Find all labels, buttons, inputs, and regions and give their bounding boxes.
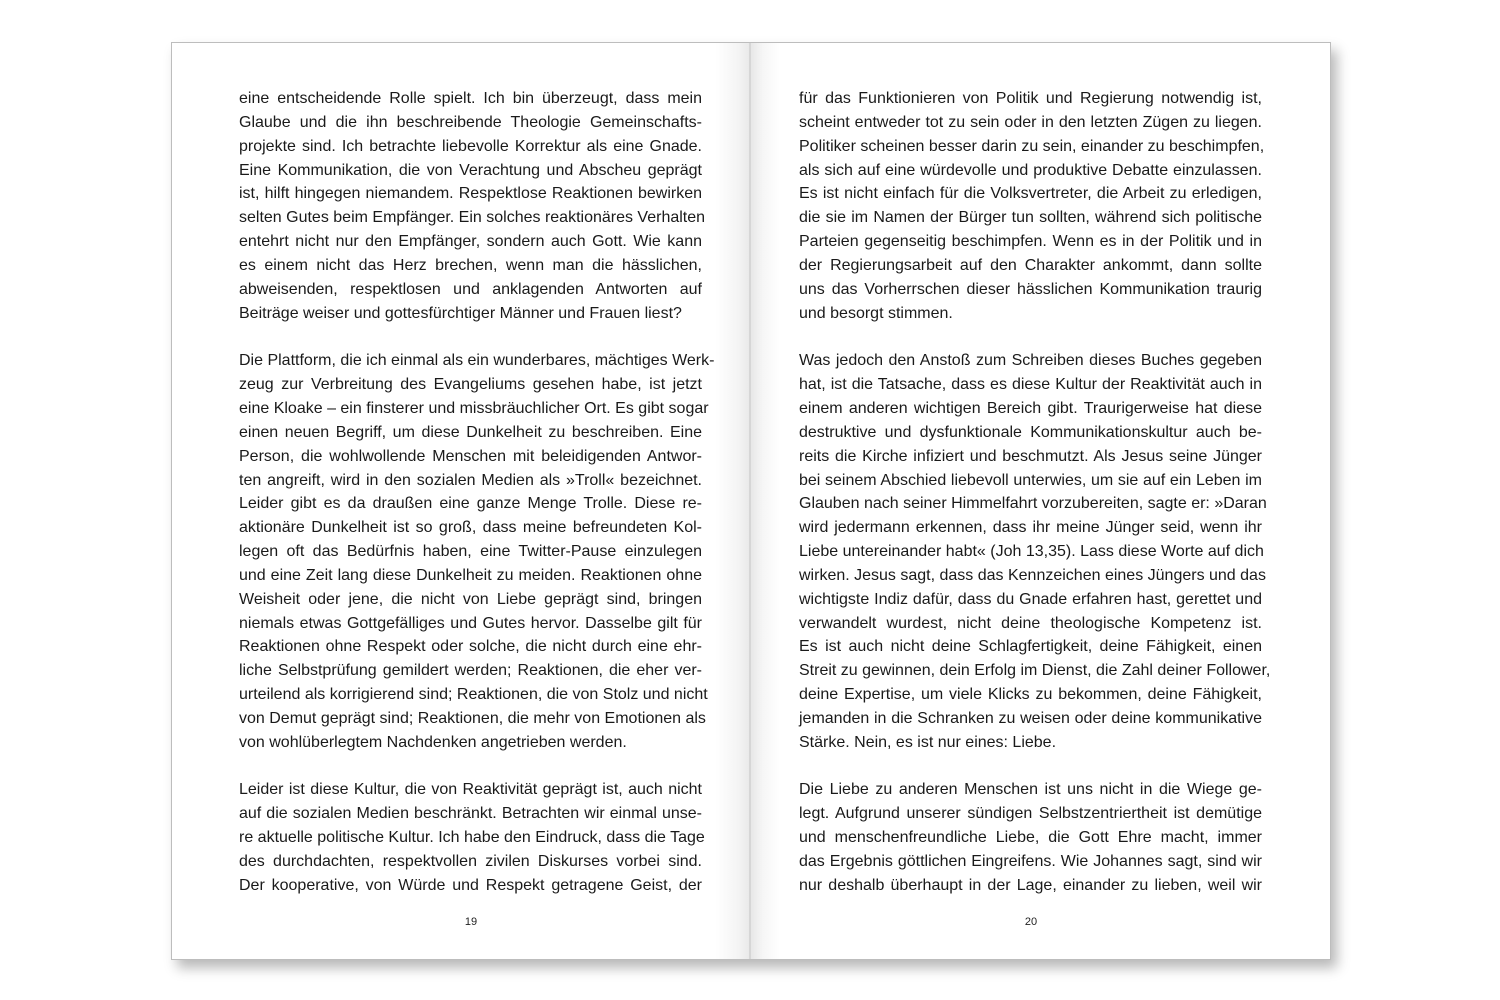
text-line: projekte sind. Ich betrachte liebevolle Korrektur als eine Gnade.	[239, 137, 702, 155]
text-line: destruktive und dysfunktionale Kommunikationskultur auch be-	[799, 423, 1262, 441]
paragraph-gap	[799, 755, 1262, 779]
text-line: hat, ist die Tatsache, dass es diese Kultur der Reaktivität auch in	[799, 376, 1262, 394]
right-page-number: 20	[1024, 916, 1038, 928]
text-line: entehrt nicht nur den Empfänger, sondern auch Gott. Wie kann	[239, 233, 702, 251]
text-line: Reaktionen ohne Respekt oder solche, die nicht durch eine ehr-	[239, 638, 702, 656]
text-line: legt. Aufgrund unserer sündigen Selbstzentriertheit ist demütige	[799, 805, 1262, 823]
text-line: Liebe untereinander habt« (Joh 13,35). Lass diese Worte auf dich	[799, 543, 1264, 561]
text-line: es einem nicht das Herz brechen, wenn man die hässlichen,	[239, 256, 702, 274]
text-line: zeug zur Verbreitung des Evangeliums gesehen habe, ist jetzt	[239, 376, 702, 394]
text-line: verwandelt wurdest, nicht deine theologische Kompetenz ist.	[799, 614, 1262, 632]
text-line: niemals etwas Gottgefälliges und Gutes hervor. Dasselbe gilt für	[239, 614, 702, 632]
text-line: Leider gibt es da draußen eine ganze Menge Trolle. Diese re-	[239, 495, 702, 513]
text-line: Die Plattform, die ich einmal als ein wunderbares, mächtiges Werk-	[239, 352, 715, 370]
text-line: Stärke. Nein, es ist nur eines: Liebe.	[799, 733, 1057, 751]
text-line: ist, hilft hingegen niemandem. Respektlose Reaktionen bewirken	[239, 185, 702, 203]
text-line: das Ergebnis göttlichen Eingreifens. Wie Johannes sagt, sind wir	[799, 853, 1262, 870]
text-line: Person, die wohlwollende Menschen mit beleidigenden Antwor-	[239, 447, 702, 465]
paragraph-gap	[239, 755, 702, 779]
text-line: legen oft das Bedürfnis haben, eine Twitter-Pause einzulegen	[239, 543, 702, 561]
text-line: für das Funktionieren von Politik und Regierung notwendig ist,	[799, 90, 1262, 107]
text-line: Parteien gegenseitig beschimpfen. Wenn es in der Politik und in	[799, 233, 1262, 251]
paragraph	[239, 87, 706, 325]
paragraph-gap	[799, 325, 1262, 349]
text-line: jemanden in die Schranken zu weisen oder deine kommunikative	[799, 709, 1262, 727]
text-line: und eine Zeit lang diese Dunkelheit zu meiden. Reaktionen ohne	[239, 566, 702, 584]
right-page-body	[799, 87, 1271, 898]
text-line: abweisenden, respektlosen und anklagenden Antworten auf	[239, 280, 702, 298]
left-page	[172, 43, 750, 959]
text-line: von Demut geprägt sind; Reaktionen, die mehr von Emotionen als	[239, 709, 706, 727]
text-line: Weisheit oder jene, die nicht von Liebe geprägt sind, bringen	[239, 590, 702, 608]
right-page	[751, 43, 1330, 959]
paragraph-gap	[239, 325, 702, 349]
text-line: Es ist nicht einfach für die Volksvertreter, die Arbeit zu erledigen,	[799, 185, 1262, 203]
text-line: liche Selbstprüfung gemildert werden; Reaktionen, die eher ver-	[239, 662, 702, 680]
text-line: re aktuelle politische Kultur. Ich habe den Eindruck, dass die Tage	[239, 829, 705, 847]
text-line: nur deshalb überhaupt in der Lage, einander zu lieben, weil wir	[799, 876, 1262, 894]
text-line: die sie im Namen der Bürger tun sollten, während sich politische	[799, 209, 1262, 227]
text-line: Beiträge weiser und gottesfürchtiger Männer und Frauen liest?	[239, 304, 682, 322]
left-page-body	[239, 87, 715, 898]
text-line: urteilend als korrigierend sind; Reaktionen, die von Stolz und nicht	[239, 686, 708, 704]
paragraph	[239, 349, 715, 754]
paragraph	[239, 778, 705, 897]
paragraph	[799, 778, 1262, 897]
paragraph	[799, 349, 1271, 754]
book-spread	[171, 42, 1331, 960]
text-line: Politiker scheinen besser darin zu sein, einander zu beschimpfen,	[799, 137, 1265, 155]
text-line: aktionäre Dunkelheit ist so groß, dass meine befreundeten Kol-	[239, 519, 702, 537]
text-line: eine entscheidende Rolle spielt. Ich bin überzeugt, dass mein	[239, 90, 702, 107]
text-line: einen neuen Begriff, um diese Dunkelheit zu beschreiben. Eine	[239, 423, 702, 441]
text-line: Es ist auch nicht deine Schlagfertigkeit, deine Fähigkeit, einen	[799, 638, 1262, 656]
text-line: scheint entweder tot zu sein oder in den letzten Zügen zu liegen.	[799, 113, 1262, 131]
text-line: wird jedermann erkennen, dass ihr meine Jünger seid, wenn ihr	[799, 519, 1262, 537]
text-line: der Regierungsarbeit auf den Charakter ankommt, dann sollte	[799, 256, 1262, 274]
text-line: Was jedoch den Anstoß zum Schreiben dieses Buches gegeben	[799, 352, 1262, 370]
text-line: auf die sozialen Medien beschränkt. Betrachten wir einmal unse-	[239, 805, 702, 823]
paragraph	[799, 87, 1265, 325]
text-line: deine Expertise, um viele Klicks zu bekommen, deine Fähigkeit,	[799, 686, 1262, 704]
text-line: als sich auf eine würdevolle und produktive Debatte einzulassen.	[799, 161, 1262, 179]
text-line: Leider ist diese Kultur, die von Reaktivität geprägt ist, auch nicht	[239, 781, 702, 799]
text-line: reits die Kirche infiziert und beschmutzt. Als Jesus seine Jünger	[799, 447, 1262, 465]
text-line: Glauben nach seiner Himmelfahrt vorzubereiten, sagte er: »Daran	[799, 495, 1267, 513]
text-line: Der kooperative, von Würde und Respekt getragene Geist, der	[239, 876, 702, 894]
text-line: Glaube und die ihn beschreibende Theologie Gemeinschafts-	[239, 113, 702, 131]
text-line: wirken. Jesus sagt, dass das Kennzeichen eines Jüngers und das	[799, 566, 1266, 584]
text-line: bei seinem Abschied liebevoll unterwies, um sie auf ein Leben im	[799, 471, 1262, 489]
text-line: von wohlüberlegtem Nachdenken angetrieben werden.	[239, 733, 627, 751]
text-line: Die Liebe zu anderen Menschen ist uns nicht in die Wiege ge-	[799, 781, 1262, 799]
text-line: selten Gutes beim Empfänger. Ein solches reaktionäres Verhalten	[239, 209, 706, 227]
text-line: Streit zu gewinnen, dein Erfolg im Dienst, die Zahl deiner Follower,	[799, 662, 1271, 680]
text-line: uns das Vorherrschen dieser hässlichen Kommunikation traurig	[799, 280, 1262, 298]
text-line: wichtigste Indiz dafür, dass du Gnade erfahren hast, gerettet und	[799, 590, 1262, 608]
text-line: einem anderen wichtigen Bereich gibt. Traurigerweise hat diese	[799, 399, 1262, 417]
text-line: und menschenfreundliche Liebe, die Gott Ehre macht, immer	[799, 829, 1262, 847]
text-line: eine Kloake – ein finsterer und missbräuchlicher Ort. Es gibt sogar	[239, 399, 709, 417]
text-line: des durchdachten, respektvollen zivilen Diskurses vorbei sind.	[239, 853, 702, 870]
text-line: Eine Kommunikation, die von Verachtung und Abscheu geprägt	[239, 161, 702, 179]
text-line: und besorgt stimmen.	[799, 304, 953, 322]
left-page-number: 19	[464, 916, 478, 928]
text-line: ten angreift, wird in den sozialen Medien als »Troll« bezeichnet.	[239, 471, 702, 489]
